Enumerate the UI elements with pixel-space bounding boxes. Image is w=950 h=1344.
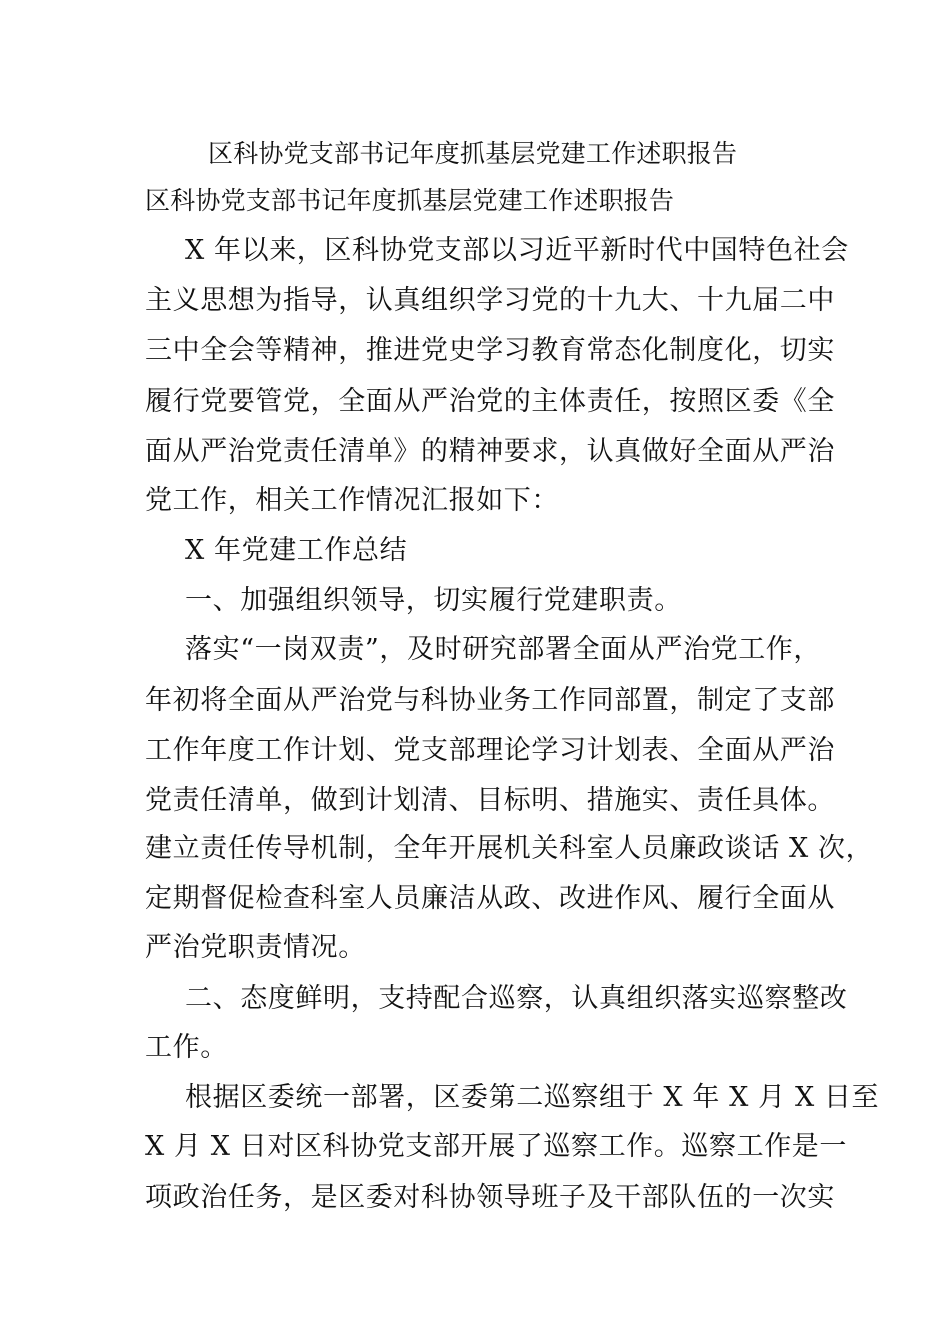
paragraph-line: X 年以来，区科协党支部以习近平新时代中国特色社会: [185, 235, 849, 266]
paragraph-line: 面从严治党责任清单》的精神要求，认真做好全面从严治: [145, 436, 835, 467]
paragraph-line: 年初将全面从严治党与科协业务工作同部置，制定了支部: [145, 685, 835, 716]
paragraph-line: 项政治任务，是区委对科协领导班子及干部队伍的一次实: [145, 1182, 835, 1213]
paragraph-line: 严治党职责情况。: [145, 932, 366, 963]
section-heading: 工作。: [145, 1032, 228, 1063]
section-heading: X 年党建工作总结: [185, 535, 408, 566]
paragraph-line: 定期督促检查科室人员廉洁从政、改进作风、履行全面从: [145, 883, 835, 914]
document-title-repeat: 区科协党支部书记年度抓基层党建工作述职报告: [145, 186, 675, 215]
section-heading: 二、态度鲜明，支持配合巡察，认真组织落实巡察整改: [185, 983, 848, 1014]
section-heading: 一、加强组织领导，切实履行党建职责。: [185, 585, 682, 616]
paragraph-line: 主义思想为指导，认真组织学习党的十九大、十九届二中: [145, 285, 835, 316]
paragraph-line: 党工作，相关工作情况汇报如下：: [145, 485, 559, 516]
paragraph-line: 根据区委统一部署，区委第二巡察组于 X 年 X 月 X 日至: [185, 1082, 880, 1113]
paragraph-line: 工作年度工作计划、党支部理论学习计划表、全面从严治: [145, 735, 835, 766]
paragraph-line: 履行党要管党，全面从严治党的主体责任，按照区委《全: [145, 386, 835, 417]
document-title: 区科协党支部书记年度抓基层党建工作述职报告: [208, 139, 738, 168]
paragraph-line: 落实“一岗双责”，及时研究部署全面从严治党工作，: [185, 634, 822, 665]
paragraph-line: 党责任清单，做到计划清、目标明、措施实、责任具体。: [145, 785, 835, 816]
paragraph-line: X 月 X 日对区科协党支部开展了巡察工作。巡察工作是一: [145, 1131, 847, 1162]
paragraph-line: 建立责任传导机制，全年开展机关科室人员廉政谈话 X 次，: [145, 833, 874, 864]
paragraph-line: 三中全会等精神，推进党史学习教育常态化制度化，切实: [145, 335, 835, 366]
